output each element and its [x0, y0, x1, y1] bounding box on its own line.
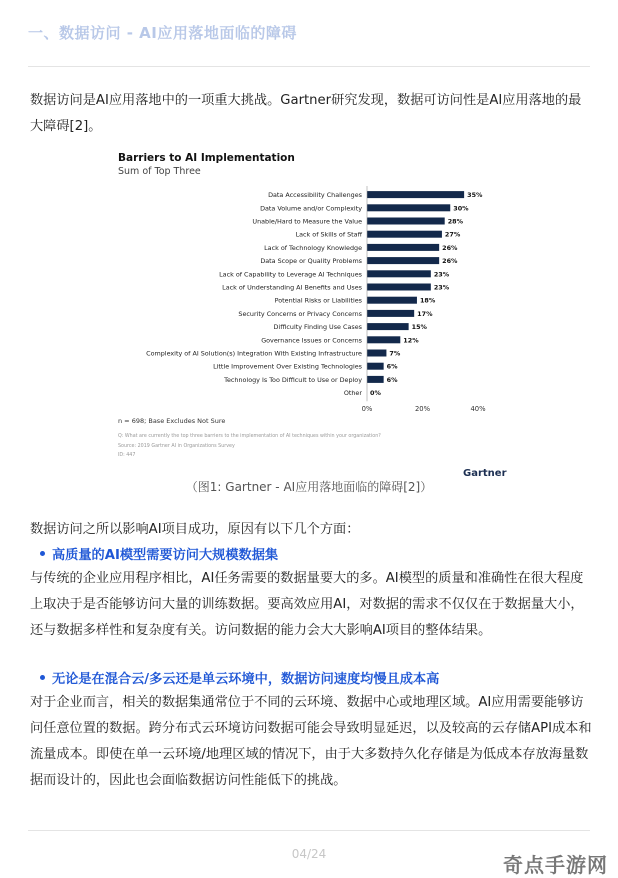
value-label: 26%: [442, 243, 458, 252]
x-tick-label: 40%: [470, 405, 486, 413]
value-label: 30%: [453, 204, 469, 213]
paragraph-cloud-cost: 对于企业而言，相关的数据集通常位于不同的云环境、数据中心或地理区域。AI应用需要能够访问任意位置的数据。跨分布式云环境访问数据可能会导致明显延迟，以及较高的云存储API成本和流量成本。即使在单一云环境/地理区域的情况下，由于大多数持久化存储是为低成本存放海量数据而设计的，因此也会面临数据访问性能低下的挑战。: [30, 695, 592, 788]
bullet-label: 高质量的AI模型需要访问大规模数据集: [52, 548, 279, 563]
page-number: 04/24: [291, 847, 327, 861]
figure-caption: （图1: Gartner - AI应用落地面临的障碍[2]）: [185, 480, 433, 494]
chart-figure: [110, 148, 510, 488]
category-label: Complexity of AI Solution(s) Integration With Existing Infrastructure: [146, 349, 362, 358]
bar: [367, 363, 384, 370]
chart-title: Barriers to AI Implementation: [118, 152, 295, 164]
category-label: Other: [343, 389, 362, 398]
gartner-logo: Gartner: [463, 468, 507, 479]
site-watermark: 奇点手游网: [503, 853, 608, 877]
value-label: 12%: [403, 336, 419, 345]
value-label: 15%: [411, 323, 427, 332]
category-label: Unable/Hard to Measure the Value: [252, 217, 362, 226]
bar: [367, 257, 439, 264]
x-tick-label: 0%: [361, 405, 373, 413]
bar: [367, 310, 414, 317]
value-label: 0%: [370, 389, 381, 398]
value-label: 6%: [386, 362, 398, 371]
chart-subtitle: Sum of Top Three: [118, 166, 201, 177]
top-divider: [28, 66, 590, 67]
value-label: 26%: [442, 257, 458, 266]
chart-footnote-id: ID: 447: [118, 453, 136, 458]
paragraph-reasons: 数据访问之所以影响AI项目成功，原因有以下几个方面：: [30, 522, 360, 537]
category-label: Little Improvement Over Existing Technologies: [213, 362, 362, 371]
value-label: 27%: [444, 230, 461, 239]
section-heading: 一、数据访问 - AI应用落地面临的障碍: [28, 24, 297, 42]
x-tick-label: 20%: [414, 405, 431, 413]
category-label: Governance Issues or Concerns: [261, 336, 362, 345]
bar: [367, 376, 384, 383]
chart-footnote-question: Q: What are currently the top three barriers to the implementation of AI techniques within your organization?: [118, 434, 381, 439]
bar: [367, 270, 431, 277]
category-label: Technology Is Too Difficult to Use or Deploy: [224, 375, 362, 384]
bar: [367, 218, 445, 225]
chart-note: n = 698; Base Excludes Not Sure: [118, 417, 226, 425]
chart-footnote-source: Source: 2019 Gartner AI in Organizations Survey: [118, 444, 235, 449]
category-label: Difficulty Finding Use Cases: [273, 323, 362, 332]
value-label: 23%: [433, 270, 450, 279]
category-label: Data Volume and/or Complexity: [260, 204, 362, 213]
category-label: Potential Risks or Liabilities: [274, 296, 362, 305]
category-label: Lack of Technology Knowledge: [264, 243, 362, 252]
value-label: 28%: [447, 217, 463, 226]
value-label: 6%: [386, 375, 398, 384]
bullet-cloud-access: [40, 668, 439, 687]
category-label: Data Accessibility Challenges: [268, 191, 362, 200]
bar: [367, 204, 450, 211]
bullet-dot-icon: [40, 551, 45, 556]
bullet-dot-icon: [40, 675, 45, 680]
bar: [367, 244, 439, 251]
bullet-label: 无论是在混合云/多云还是单云环境中，数据访问速度均慢且成本高: [52, 672, 440, 687]
paragraph-intro: 数据访问是AI应用落地中的一项重大挑战。Gartner研究发现，数据可访问性是AI应用落地的最大障碍[2]。: [30, 93, 582, 134]
bottom-divider: [28, 830, 590, 831]
value-label: 35%: [467, 191, 483, 200]
category-label: Lack of Understanding AI Benefits and Uses: [222, 283, 362, 292]
bar: [367, 231, 442, 238]
category-label: Lack of Skills of Staff: [295, 230, 362, 239]
category-label: Lack of Capability to Leverage AI Techniques: [219, 270, 362, 279]
bar-chart: [110, 148, 510, 413]
value-label: 7%: [389, 349, 401, 358]
bar: [367, 336, 400, 343]
value-label: 17%: [417, 309, 433, 318]
bar: [367, 191, 464, 198]
bar: [367, 297, 417, 304]
paragraph-data-volume: 与传统的企业应用程序相比，AI任务需要的数据量要大的多。AI模型的质量和准确性在很大程度上取决于是否能够访问大量的训练数据。要高效应用AI，对数据的需求不仅仅在于数据量大小，还与数据多样性和复杂度有关。访问数据的能力会大大影响AI项目的整体结果。: [30, 571, 584, 638]
value-label: 18%: [419, 296, 436, 305]
bar: [367, 350, 386, 357]
bar: [367, 284, 431, 291]
value-label: 23%: [433, 283, 450, 292]
category-label: Data Scope or Quality Problems: [260, 257, 362, 266]
bar: [367, 323, 409, 330]
category-label: Security Concerns or Privacy Concerns: [238, 309, 362, 318]
bullet-large-datasets: [40, 544, 278, 563]
